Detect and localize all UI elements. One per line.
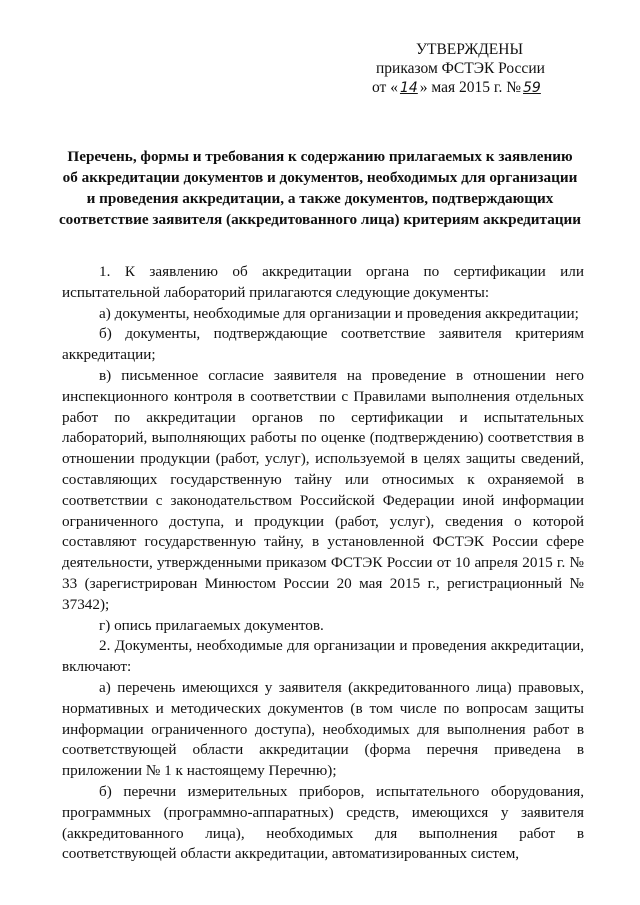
document-title: Перечень, формы и требования к содержанию прилагаемых к заявлению об аккредитации документов и документов, необходимых для организации и проведения аккредитации, а также документов, подтверждающих соответствие заявителя (аккредитованного лица) критериям аккредитации [58, 148, 582, 228]
approval-stamp [372, 40, 572, 98]
approval-number: 59 [523, 80, 541, 96]
document-body [62, 262, 584, 865]
paragraph: 1. К заявлению об аккредитации органа по сертификации или испытательной лабораторий прилагаются следующие документы: [62, 263, 584, 301]
approval-day: 14 [399, 80, 418, 96]
approval-date-line [372, 78, 572, 98]
paragraph: 2. Документы, необходимые для организации и проведения аккредитации, включают: [62, 637, 584, 676]
paragraph: а) перечень имеющихся у заявителя (аккредитованного лица) правовых, нормативных и методических документов (в том числе по вопросам защиты информации ограниченного доступа), необходимых для выполнения работ в соответствующей области аккредитации (форма перечня приведена в приложении № 1 к настоящему Перечню); [62, 678, 584, 780]
paragraph: б) перечни измерительных приборов, испытательного оборудования, программных (программно-аппаратных) средств, имеющихся у заявителя (аккредитованного лица), необходимых для выполнения работ в соответствующей области аккредитации, автоматизированных систем, [62, 782, 584, 863]
approval-date-prefix: от « [372, 79, 398, 96]
paragraph: в) письменное согласие заявителя на проведение в отношении него инспекционного контроля в соответствии с Правилами выполнения отдельных работ по аккредитации органов по сертификации и испытательных лабораторий, выполняющих работы по оценке (подтверждению) соответствия в отношении продукции (работ, услуг), используемой в целях защиты сведений, составляющих государственную тайну или относимых к охраняемой в соответствии с законодательством Российской Федерации иной информации ограниченного доступа, и продукции (работ, услуг), сведения о которой составляют государственную тайну, в установленной ФСТЭК России сфере деятельности, утвержденными приказом ФСТЭК России от 10 апреля 2015 г. № 33 (зарегистрирован Минюстом России 20 мая 2015 г., регистрационный № 37342); [62, 366, 584, 613]
approval-order: приказом ФСТЭК России [376, 60, 545, 77]
approval-heading: УТВЕРЖДЕНЫ [416, 41, 523, 58]
paragraph: г) опись прилагаемых документов. [99, 616, 324, 634]
paragraph: а) документы, необходимые для организации и проведения аккредитации; [99, 304, 579, 322]
approval-date-mid: » мая 2015 г. № [419, 79, 522, 96]
paragraph: б) документы, подтверждающие соответствие заявителя критериям аккредитации; [62, 325, 584, 364]
